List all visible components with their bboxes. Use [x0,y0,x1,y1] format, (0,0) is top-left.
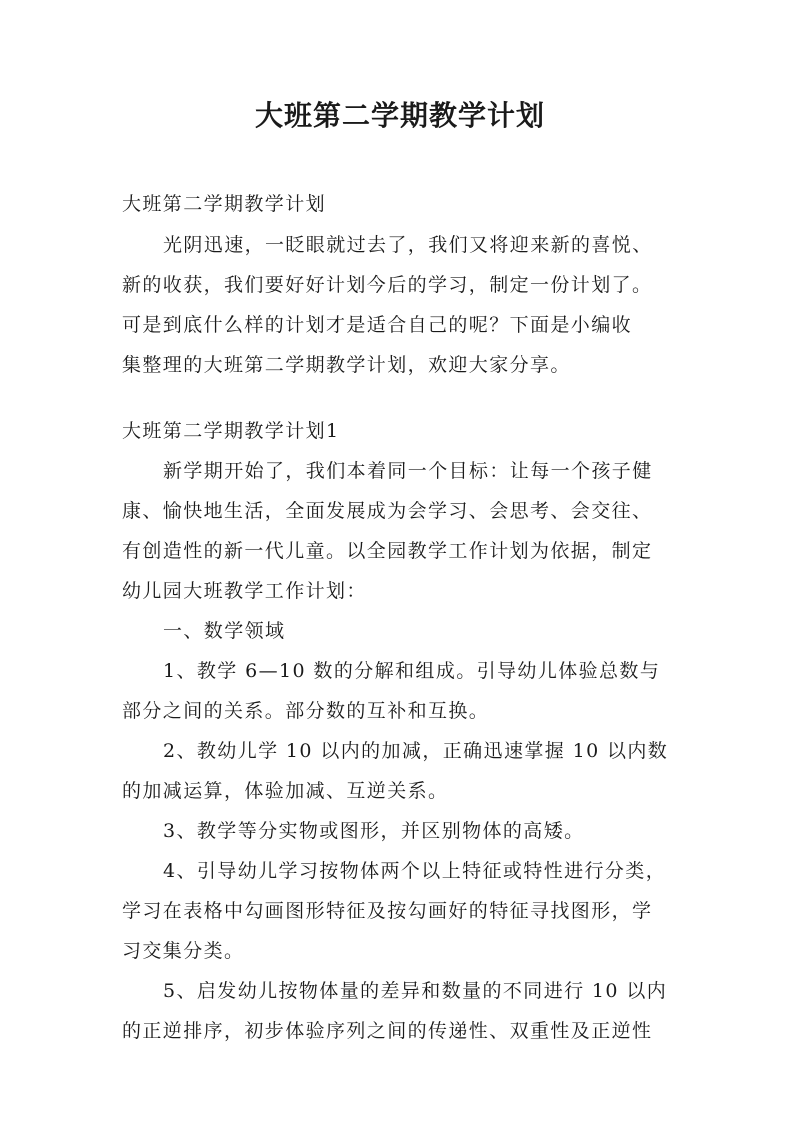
section-heading: 大班第二学期教学计划1 [122,420,340,442]
item-line-1: 1、教学 6—10 数的分解和组成。引导幼儿体验总数与 [163,660,661,682]
document-title: 大班第二学期教学计划 [254,99,545,132]
item-line-6: 4、引导幼儿学习按物体两个以上特征或特性进行分类， [163,860,667,882]
section-line-2: 康、愉快地生活，全面发展成为会学习、会思考、会交往、 [122,500,653,522]
intro-line-1: 光阴迅速，一眨眼就过去了，我们又将迎来新的喜悦、 [163,234,653,256]
document-subtitle: 大班第二学期教学计划 [122,193,327,215]
section-line-3: 有创造性的新一代儿童。以全园教学工作计划为依据，制定 [122,540,653,562]
item-line-3: 2、教幼儿学 10 以内的加减，正确迅速掌握 10 以内数 [163,740,669,762]
intro-line-3: 可是到底什么样的计划才是适合自己的呢？下面是小编收 [122,314,633,336]
item-line-7: 学习在表格中勾画图形特征及按勾画好的特征寻找图形，学 [122,900,653,922]
intro-line-2: 新的收获，我们要好好计划今后的学习，制定一份计划了。 [122,274,653,296]
item-line-5: 3、教学等分实物或图形，并区别物体的高矮。 [163,820,585,842]
item-line-10: 的正逆排序，初步体验序列之间的传递性、双重性及正逆性 [122,1020,653,1042]
item-line-9: 5、启发幼儿按物体量的差异和数量的不同进行 10 以内 [163,980,668,1002]
intro-line-4: 集整理的大班第二学期教学计划，欢迎大家分享。 [122,354,571,376]
section-line-4: 幼儿园大班教学工作计划： [122,580,367,602]
domain-heading: 一、数学领域 [163,620,286,642]
item-line-8: 习交集分类。 [122,940,245,962]
item-line-4: 的加减运算，体验加减、互逆关系。 [122,780,449,802]
item-line-2: 部分之间的关系。部分数的互补和互换。 [122,700,490,722]
section-line-1: 新学期开始了，我们本着同一个目标：让每一个孩子健 [163,460,653,482]
